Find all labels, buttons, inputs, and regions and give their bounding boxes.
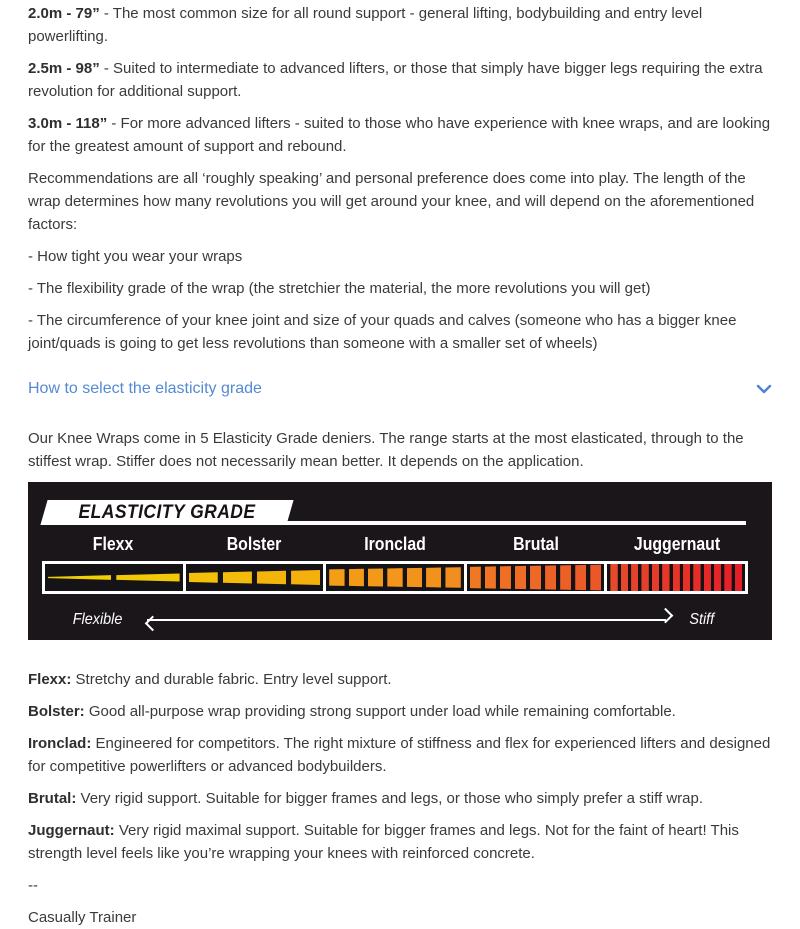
grade-segment (683, 564, 690, 591)
grade-segment (485, 564, 496, 591)
grade-segment (693, 564, 700, 591)
grade-description: Flexx: Stretchy and durable fabric. Entry level support. (28, 671, 392, 688)
double-arrow-icon (147, 619, 666, 621)
grade-segment (735, 564, 742, 591)
grade-segment (652, 564, 659, 591)
grade-label-juggernaut: Juggernaut (634, 534, 721, 554)
grade-description: Brutal: Very rigid support. Suitable for bigger frames and legs, or those who simply prefer a stiff wrap. (28, 790, 704, 807)
grade-segment (500, 564, 511, 591)
grade-description: Bolster: Good all-purpose wrap providing strong support under load while remaining comfortable. (28, 703, 676, 720)
grade-description-lead: Flexx: (28, 671, 72, 688)
elasticity-bar (42, 561, 748, 594)
factor-list (28, 245, 772, 355)
grade-segment (223, 564, 252, 591)
grade-segment (470, 564, 481, 591)
separator-text: -- (28, 877, 38, 894)
grade-segment (189, 564, 218, 591)
size-paragraph-lead: 2.5m - 98” (28, 60, 100, 77)
grade-section-brutal (467, 564, 608, 591)
accordion-title: How to select the elasticity grade (28, 380, 262, 397)
grade-section-ironclad (326, 564, 467, 591)
grade-labels-row (42, 534, 748, 555)
chevron-down-icon[interactable] (756, 384, 772, 394)
grade-segment (631, 564, 638, 591)
grade-segment (368, 564, 383, 591)
elasticity-grade-accordion[interactable] (28, 379, 772, 399)
grade-descriptions (28, 668, 772, 865)
flexibility-scale (70, 606, 716, 634)
grade-description: Juggernaut: Very rigid maximal support. Suitable for bigger frames and legs. Not for the faint of heart! This strength level feels like you’re wrapping your knees with reinforced concrete. (28, 822, 739, 862)
grade-label-brutal: Brutal (513, 534, 560, 554)
grade-label-ironclad: Ironclad (364, 534, 426, 554)
grade-segment (641, 564, 648, 591)
factor-item: - How tight you wear your wraps (28, 248, 243, 265)
elasticity-intro-paragraph: Our Knee Wraps come in 5 Elasticity Grade deniers. The range starts at the most elasticated, through to the stiffest wrap. Stiffer does not necessarily mean better. It depends on the application. (28, 430, 744, 470)
grade-segment (291, 564, 320, 591)
size-paragraph-lead: 2.0m - 79” (28, 5, 100, 22)
grade-section-juggernaut (607, 564, 745, 591)
grade-description-lead: Ironclad: (28, 735, 92, 752)
grade-segment (116, 564, 179, 591)
grade-segment (545, 564, 556, 591)
grade-segment (349, 564, 364, 591)
grade-segment (590, 564, 601, 591)
grade-segment (407, 564, 422, 591)
size-paragraph-lead: 3.0m - 118” (28, 115, 108, 132)
trailing-text: Casually Trainer (28, 909, 137, 926)
size-paragraph: 2.5m - 98” - Suited to intermediate to advanced lifters, or those that simply have bigger legs requiring the extra revolution for additional support. (28, 60, 763, 100)
size-guide-paragraphs (28, 2, 772, 158)
grade-description: Ironclad: Engineered for competitors. The right mixture of stiffness and flex for experienced lifters and designed for competitive powerlifters or advanced bodybuilders. (28, 735, 771, 775)
grade-segment (575, 564, 586, 591)
elasticity-grade-banner (28, 482, 772, 640)
grade-segment (673, 564, 680, 591)
grade-label-bolster: Bolster (226, 534, 282, 554)
banner-title-rule (282, 521, 746, 525)
grade-segment (621, 564, 628, 591)
grade-segment (560, 564, 571, 591)
grade-segment (714, 564, 721, 591)
grade-segment (530, 564, 541, 591)
grade-description-lead: Bolster: (28, 703, 85, 720)
size-paragraph: 3.0m - 118” - For more advanced lifters - suited to those who have experience with knee wraps, and are looking for the greatest amount of support and rebound. (28, 115, 771, 155)
grade-segment (257, 564, 286, 591)
grade-description-lead: Brutal: (28, 790, 77, 807)
grade-segment (426, 564, 441, 591)
grade-segment (610, 564, 617, 591)
grade-segment (515, 564, 526, 591)
grade-segment (445, 564, 460, 591)
grade-description-lead: Juggernaut: (28, 822, 115, 839)
grade-segment (387, 564, 402, 591)
grade-segment (724, 564, 731, 591)
size-paragraph: 2.0m - 79” - The most common size for all round support - general lifting, bodybuilding and entry level powerlifting. (28, 5, 703, 45)
factor-item: - The flexibility grade of the wrap (the stretchier the material, the more revolutions you will get) (28, 280, 651, 297)
stiff-label: Stiff (689, 611, 715, 628)
grade-section-flexx (45, 564, 186, 591)
grade-label-flexx: Flexx (92, 534, 133, 554)
banner-title: ELASTICITY GRADE (78, 501, 256, 523)
recommendations-paragraph: Recommendations are all ‘roughly speaking’ and personal preference does come into play. The length of the wrap determines how many revolutions you will get around your knee, and will depend on the aforementioned factors: (28, 170, 755, 233)
grade-section-bolster (186, 564, 327, 591)
grade-segment (48, 564, 111, 591)
grade-segment (329, 564, 344, 591)
flexible-label: Flexible (72, 611, 123, 628)
factor-item: - The circumference of your knee joint and size of your quads and calves (someone who has a bigger knee joint/quads is going to get less revolutions than someone with a smaller set of wheels) (28, 312, 737, 352)
grade-segment (662, 564, 669, 591)
grade-segment (704, 564, 711, 591)
